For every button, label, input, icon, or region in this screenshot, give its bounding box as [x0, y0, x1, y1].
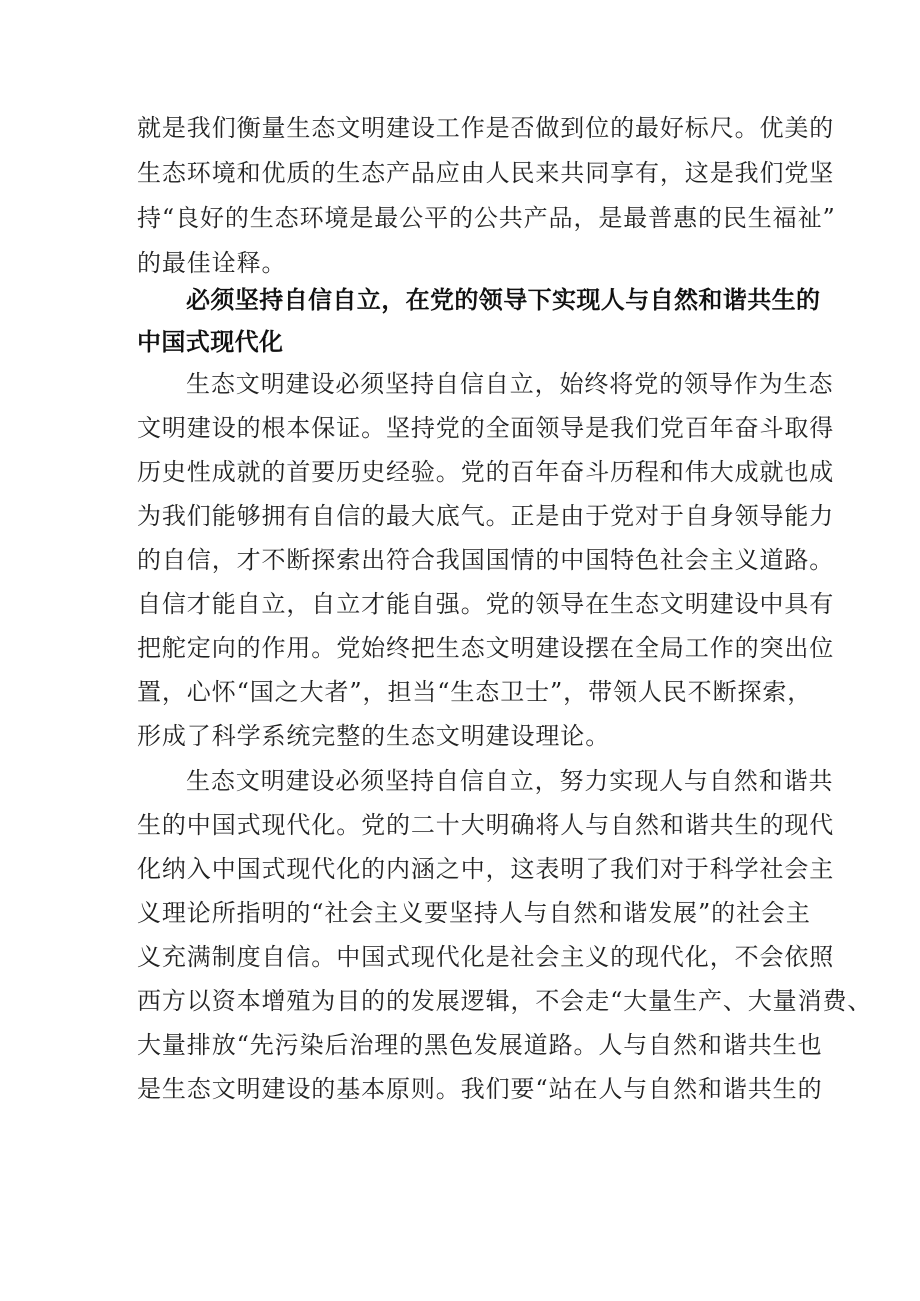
text-line: 义理论所指明的“社会主义要坚持人与自然和谐发展”的社会主 [137, 899, 811, 927]
text-line: 是生态文明建设的基本原则。我们要“站在人与自然和谐共生的 [137, 1075, 823, 1103]
text-line: 生态文明建设必须坚持自信自立，努力实现人与自然和谐共 [186, 767, 834, 795]
text-line: 就是我们衡量生态文明建设工作是否做到位的最好标尺。优美的 [137, 114, 835, 142]
text-line: 文明建设的根本保证。坚持党的全面领导是我们党百年奋斗取得 [137, 414, 835, 442]
text-line: 持“良好的生态环境是最公平的公共产品，是最普惠的民生福祉” [137, 204, 836, 232]
text-line: 生态环境和优质的生态产品应由人民来共同享有，这是我们党坚 [137, 159, 835, 187]
text-line: 把舵定向的作用。党始终把生态文明建设摆在全局工作的突出位 [137, 634, 835, 662]
text-line: 为我们能够拥有自信的最大底气。正是由于党对于自身领导能力 [137, 502, 835, 530]
text-line: 化纳入中国式现代化的内涵之中，这表明了我们对于科学社会主 [137, 855, 835, 883]
text-line: 的自信，才不断探索出符合我国国情的中国特色社会主义道路。 [137, 546, 835, 574]
heading-line: 必须坚持自信自立，在党的领导下实现人与自然和谐共生的 [186, 286, 821, 314]
text-line: 形成了科学系统完整的生态文明建设理论。 [137, 722, 611, 750]
text-line: 大量排放“先污染后治理的黑色发展道路。人与自然和谐共生也 [137, 1031, 823, 1059]
text-line: 生态文明建设必须坚持自信自立，始终将党的领导作为生态 [186, 370, 834, 398]
text-line: 置，心怀“国之大者”，担当“生态卫士”，带领人民不断探索， [137, 678, 813, 706]
text-line: 西方以资本增殖为目的的发展逻辑，不会走“大量生产、大量消费、 [137, 987, 873, 1015]
text-line: 义充满制度自信。中国式现代化是社会主义的现代化，不会依照 [137, 943, 835, 971]
text-line: 历史性成就的首要历史经验。党的百年奋斗历程和伟大成就也成 [137, 458, 835, 486]
text-line: 的最佳诠释。 [137, 249, 287, 277]
text-line: 生的中国式现代化。党的二十大明确将人与自然和谐共生的现代 [137, 811, 835, 839]
text-line: 自信才能自立，自立才能自强。党的领导在生态文明建设中具有 [137, 590, 835, 618]
heading-line: 中国式现代化 [137, 328, 284, 356]
